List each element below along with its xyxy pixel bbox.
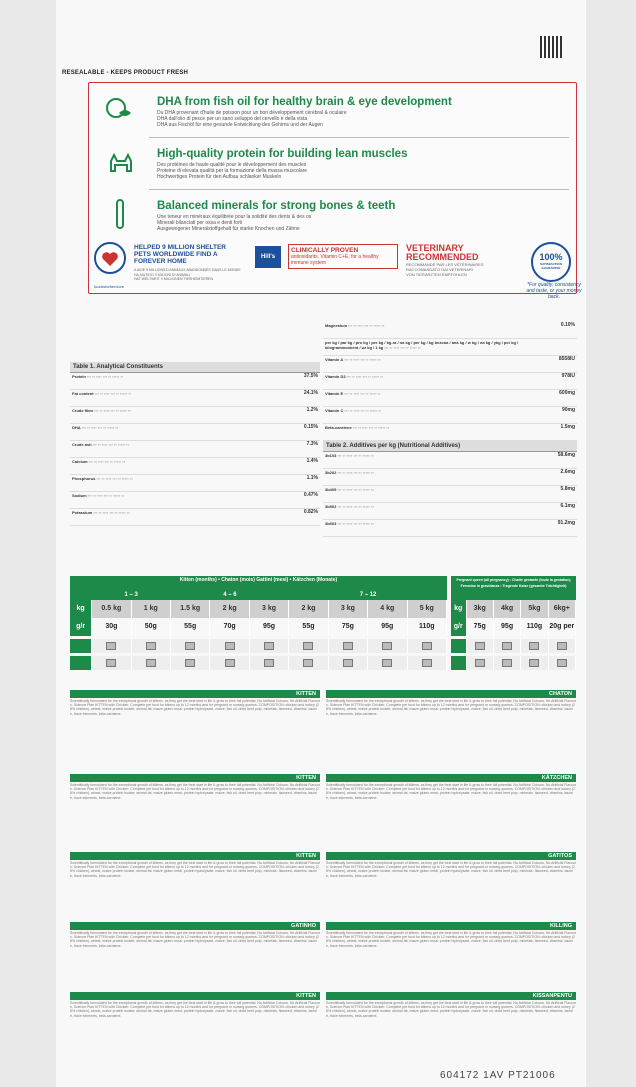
feeding-cell: 3 kg — [329, 600, 368, 618]
row-filler: ▪▪▪ ▪▪ ▪▪▪▪ ▪▪▪ ▪▪ ▪▪▪▪▪ ▪▪ — [336, 470, 374, 475]
row-label-cell: g/r — [451, 618, 467, 636]
age-range: 1 – 3 — [124, 592, 138, 598]
hills-logo: Hill's — [255, 246, 281, 268]
food-shelter-love: food•shelter•love — [94, 284, 124, 289]
language-text: Scientifically formulated for the exceptional growth of kittens, as they get the best start in life & grow to their full potential. No Artificial Colours, No Artificial Flavours. Science Plan KITTEN with Chicken. Complete pet food for kittens up to 12 months and for pregnant or nursing queens. COMPOSITION: chicken and turkey (28% chicken), wheat, maize protein isolate, animal fat, maize gluten meal, protein hydrolysate, maize, fish oil, dried beet pulp, minerals, flaxseed, vitamins, taurine, trace elements, beta-carotene. — [70, 861, 320, 878]
meal-cell — [549, 639, 576, 653]
row-name — [325, 323, 549, 337]
benefit-title: Balanced minerals for strong bones & teeth — [157, 200, 396, 212]
row-filler: ▪▪▪ ▪▪ ▪▪▪▪ ▪▪▪ ▪▪ ▪▪▪▪▪ ▪▪ — [336, 504, 374, 509]
benefit-title: DHA from fish oil for healthy brain & eye development — [157, 96, 452, 108]
table-row — [323, 469, 577, 486]
feeding-cell: 95g — [368, 618, 407, 636]
meal-cell — [368, 656, 407, 670]
product-bag-back — [56, 0, 586, 1087]
satisfaction-small: SATISFACTION GUARANTEE — [540, 262, 562, 270]
meal-box-icon — [343, 642, 353, 650]
row-label: Vitamin C — [325, 408, 344, 413]
meal-cell — [467, 639, 494, 653]
meal-cell — [92, 656, 131, 670]
meal-cell — [521, 656, 548, 670]
row-filler: ▪▪▪ ▪▪ ▪▪▪▪ ▪▪▪ ▪▪ ▪▪▪▪▪ ▪▪ — [351, 425, 390, 430]
row-name — [72, 425, 292, 439]
meal-box-icon — [146, 642, 156, 650]
row-name — [72, 493, 292, 507]
row-label: Magnesium — [325, 323, 348, 328]
language-text: Scientifically formulated for the exceptional growth of kittens, as they get the best start in life & grow to their full potential. No Artificial Colours, No Artificial Flavours. Science Plan KITTEN with Chicken. Complete pet food for kittens up to 12 months and for pregnant or nursing queens. COMPOSITION: chicken and turkey (28% chicken), wheat, maize protein isolate, animal fat, maize gluten meal, protein hydrolysate, maize, fish oil, dried beet pulp, minerals, flaxseed, vitamins, taurine, trace elements, beta-carotene. — [326, 699, 576, 716]
shelter-title: HELPED 9 MILLION SHELTER PETS WORLDWIDE FIND A FOREVER HOME — [134, 244, 226, 265]
meal-box-icon — [382, 642, 392, 650]
pregnant-feeding — [451, 576, 576, 690]
vet-line: RACCOMANDATO DAI VETERINARI — [406, 267, 473, 272]
row-name — [325, 487, 549, 501]
meal-cell — [132, 639, 171, 653]
language-bar: KITTEN — [70, 992, 320, 1000]
meal-box-icon — [343, 659, 353, 667]
benefit-line: DHA aus Fischöl für eine gesunde Entwicklung des Gehirns und der Augen — [157, 122, 323, 128]
row-label-cell: kg — [451, 600, 467, 618]
row-filler: ▪▪▪ ▪▪ ▪▪▪▪ ▪▪▪ ▪▪ ▪▪▪▪▪ ▪▪ — [336, 487, 374, 492]
row-label: Beta-carotene — [325, 425, 352, 430]
feeding-cell: 6kg+ — [549, 600, 576, 618]
row-label: Phosphorus — [72, 476, 96, 481]
meal-cell — [494, 639, 521, 653]
row-label: Potassium — [72, 510, 93, 515]
language-text: Scientifically formulated for the exceptional growth of kittens, as they get the best start in life & grow to their full potential. No Artificial Colours, No Artificial Flavours. Science Plan KITTEN with Chicken. Complete pet food for kittens up to 12 months and for pregnant or nursing queens. COMPOSITION: chicken and turkey (28% chicken), wheat, maize protein isolate, animal fat, maize gluten meal, protein hydrolysate, maize, fish oil, dried beet pulp, minerals, flaxseed, vitamins, taurine, trace elements, beta-carotene. — [70, 931, 320, 948]
meal-box-icon — [264, 659, 274, 667]
row-name — [325, 470, 549, 484]
meal-box-icon — [225, 659, 235, 667]
language-block — [326, 852, 576, 922]
row-value: 1.2% — [306, 407, 318, 413]
language-text: Scientifically formulated for the exceptional growth of kittens, as they get the best start in life & grow to their full potential. No Artificial Colours, No Artificial Flavours. Science Plan KITTEN with Chicken. Complete pet food for kittens up to 12 months and for pregnant or nursing queens. COMPOSITION: chicken and turkey (28% chicken), wheat, maize protein isolate, animal fat, maize gluten meal, protein hydrolysate, maize, fish oil, dried beet pulp, minerals, flaxseed, vitamins, taurine, trace elements, beta-carotene. — [70, 783, 320, 800]
clinically-title: CLINICALLY PROVEN — [291, 247, 359, 254]
analytical-title: Table 1. Analytical Constituents — [70, 362, 320, 373]
table-row — [70, 390, 320, 407]
row-value: 2.6mg — [560, 469, 575, 475]
meal-box-icon — [529, 659, 539, 667]
row-label: Vitamin E — [325, 391, 344, 396]
meal-box-icon — [502, 642, 512, 650]
language-block — [70, 922, 320, 992]
row-name — [72, 459, 292, 473]
language-text: Scientifically formulated for the exceptional growth of kittens, as they get the best start in life & grow to their full potential. No Artificial Colours, No Artificial Flavours. Science Plan KITTEN with Chicken. Complete pet food for kittens up to 12 months and for pregnant or nursing queens. COMPOSITION: chicken and turkey (28% chicken), wheat, maize protein isolate, animal fat, maize gluten meal, protein hydrolysate, maize, fish oil, dried beet pulp, minerals, flaxseed, vitamins, taurine, trace elements, beta-carotene. — [326, 861, 576, 878]
preg-meal-row — [451, 639, 576, 653]
language-block — [70, 852, 320, 922]
row-label: Calcium — [72, 459, 88, 464]
benefit-line: Des protéines de haute qualité pour le développement des muscles — [157, 162, 307, 168]
language-bar: GATITOS — [326, 852, 576, 860]
shelter-heart-icon — [94, 242, 126, 274]
meal-cell — [250, 639, 289, 653]
row-label: 3b603 — [325, 521, 337, 526]
meal-cell — [408, 656, 447, 670]
row-value — [549, 340, 575, 354]
language-bar: KISSANPENTU — [326, 992, 576, 1000]
feeding-cell: 5kg — [521, 600, 548, 618]
row-name — [325, 374, 549, 388]
meal-box-icon — [185, 659, 195, 667]
row-label: per kg / par kg / pro kg / per kg / kg-ra / na kg / per kg / kg bezona / ana kg / w kg / na kg / ykg / per kg / kilogrammonkent / uz kg / 1 kg — [325, 340, 519, 350]
bone-icon — [105, 199, 135, 229]
benefit-title: High-quality protein for building lean muscles — [157, 148, 408, 160]
meal-box-icon — [264, 642, 274, 650]
row-filler: ▪▪▪ ▪▪ ▪▪▪▪ ▪▪▪ ▪▪ ▪▪▪▪▪ ▪▪ — [92, 510, 130, 515]
meal-cell — [368, 639, 407, 653]
row-value: 1.5mg — [560, 424, 575, 430]
table-row — [323, 424, 577, 441]
feeding-cell: 20g per — [549, 618, 576, 636]
table-row — [70, 492, 320, 509]
feeding-cell: 95g — [250, 618, 289, 636]
row-name — [325, 408, 549, 422]
language-text: Scientifically formulated for the exceptional growth of kittens, as they get the best start in life & grow to their full potential. No Artificial Colours, No Artificial Flavours. Science Plan KITTEN with Chicken. Complete pet food for kittens up to 12 months and for pregnant or nursing queens. COMPOSITION: chicken and turkey (28% chicken), wheat, maize protein isolate, animal fat, maize gluten meal, protein hydrolysate, maize, fish oil, dried beet pulp, minerals, flaxseed, vitamins, taurine, trace elements, beta-carotene. — [70, 1001, 320, 1018]
row-label-cell: g/r — [70, 618, 92, 636]
table-row — [323, 503, 577, 520]
row-name — [325, 391, 549, 405]
benefit-line: Minerali bilanciati per ossa e denti forti — [157, 220, 243, 226]
vet-line: VON TIERÄRZTEN EMPFOHLEN — [406, 272, 467, 277]
row-name — [72, 442, 292, 456]
language-bar: KITTEN — [70, 690, 320, 698]
row-filler: ▪▪▪ ▪▪ ▪▪▪▪ ▪▪▪ ▪▪ ▪▪▪▪▪ ▪▪ — [85, 374, 124, 379]
row-label: Crude fibre — [72, 408, 94, 413]
meal-cell — [210, 639, 249, 653]
language-block — [326, 922, 576, 992]
benefit-line: Du DHA provenant d'huile de poisson pour un bon développement cérébral & oculaire — [157, 110, 347, 116]
kitten-meal-row — [70, 656, 447, 670]
row-label: 3b202 — [325, 470, 337, 475]
language-block — [70, 774, 320, 852]
meal-box-icon — [557, 659, 567, 667]
row-value: 7.3% — [306, 441, 318, 447]
row-filler: ▪▪▪ ▪▪ ▪▪▪▪ ▪▪▪ ▪▪ ▪▪▪▪▪ ▪▪ — [343, 391, 381, 396]
row-name — [72, 408, 292, 422]
row-label: DHA — [72, 425, 81, 430]
row-name — [325, 425, 549, 439]
kitten-icon — [105, 147, 135, 177]
kitten-gram-row — [70, 618, 447, 636]
meal-box-icon — [557, 642, 567, 650]
language-bar: KÄTZCHEN — [326, 774, 576, 782]
language-bar: CHATON — [326, 690, 576, 698]
meal-box-icon — [382, 659, 392, 667]
meal-cell — [549, 656, 576, 670]
row-label: Vitamin A — [325, 357, 344, 362]
feeding-cell: 75g — [467, 618, 494, 636]
meal-box-icon — [146, 659, 156, 667]
row-label: Vitamin D3 — [325, 374, 346, 379]
benefit-line: Proteine di elevata qualità per la formazione della massa muscolare — [157, 168, 308, 174]
feeding-cell: 4 kg — [368, 600, 407, 618]
language-bar: GATINHO — [70, 922, 320, 930]
age-range: 4 – 6 — [223, 592, 237, 598]
benefit-line: Hochwertiges Protein für den Aufbau schlanker Muskeln — [157, 174, 282, 180]
row-label: Fat content — [72, 391, 94, 396]
meal-cell — [521, 639, 548, 653]
row-value: 90mg — [561, 407, 575, 413]
row-filler: ▪▪▪ ▪▪ ▪▪▪▪ ▪▪▪ ▪▪ ▪▪▪▪▪ ▪▪ — [86, 493, 125, 498]
shelter-line: HA AIUTATO 9 MILIONI DI ANIMALI — [134, 272, 191, 277]
age-ranges — [70, 590, 447, 600]
meal-label-cell — [70, 639, 92, 653]
meal-cell — [289, 656, 328, 670]
row-label: 3b103 — [325, 453, 337, 458]
additives-title: Table 2. Additives per kg (Nutritional Additives) — [323, 441, 577, 452]
row-filler: ▪▪▪ ▪▪ ▪▪▪▪ ▪▪▪ ▪▪ ▪▪▪▪▪ ▪▪ — [343, 408, 381, 413]
resealable-note: RESEALABLE - KEEPS PRODUCT FRESH — [62, 70, 189, 76]
clinically-sub: antioxidants, Vitamin C+E, for a healthy immune system — [291, 254, 379, 266]
vet-line: RECOMMANDÉ PAR LES VÉTÉRINAIRES — [406, 262, 484, 267]
language-bar: KITTEN — [70, 774, 320, 782]
row-value: 1.4% — [306, 458, 318, 464]
feeding-cell: 5 kg — [408, 600, 447, 618]
meal-cell — [210, 656, 249, 670]
row-value: 58.6mg — [557, 452, 575, 458]
row-label-cell: kg — [70, 600, 92, 618]
meal-box-icon — [529, 642, 539, 650]
meal-box-icon — [303, 642, 313, 650]
table-row — [323, 407, 577, 424]
feeding-cell: 110g — [521, 618, 548, 636]
row-value: 5.8mg — [560, 486, 575, 492]
language-block — [326, 774, 576, 852]
pregnant-header: Pregnant queen (all pregnancy) • Chatte gestante (toute la gestation) Femmine in gravidanza • Tragende Katze (gesamte Trächtigkeit) — [451, 576, 576, 600]
row-filler: ▪▪▪ ▪▪ ▪▪▪▪ ▪▪▪ ▪▪ ▪▪▪▪▪ ▪▪ — [383, 345, 421, 350]
row-filler: ▪▪▪ ▪▪ ▪▪▪▪ ▪▪▪ ▪▪ ▪▪▪▪▪ ▪▪ — [336, 453, 374, 458]
shelter-lines — [134, 268, 244, 282]
meal-box-icon — [475, 642, 485, 650]
quality-note: *For quality, consistency and taste, or your money back. — [526, 282, 582, 300]
row-value: 0.82% — [303, 509, 318, 515]
feeding-cell: 30g — [92, 618, 131, 636]
meal-box-icon — [422, 642, 432, 650]
divider — [149, 137, 569, 138]
meal-box-icon — [502, 659, 512, 667]
feeding-cell: 4kg — [494, 600, 521, 618]
satisfaction-seal — [531, 242, 571, 282]
fish-brain-icon — [105, 95, 135, 125]
row-filler: ▪▪▪ ▪▪ ▪▪▪▪ ▪▪▪ ▪▪ ▪▪▪▪▪ ▪▪ — [95, 476, 133, 481]
row-value: 6.1mg — [560, 503, 575, 509]
row-value: 0.47% — [303, 492, 318, 498]
row-name — [72, 510, 292, 524]
batch-code: 604172 1AV PT21006 — [440, 1070, 556, 1081]
vet-recommended — [406, 244, 526, 277]
table-row — [70, 458, 320, 475]
row-value: 37.5% — [303, 373, 318, 379]
feeding-cell: 95g — [494, 618, 521, 636]
benefit-line: Une teneur en minéraux équilibrée pour la solidité des dents & des os — [157, 214, 312, 220]
feeding-cell: 3kg — [467, 600, 494, 618]
row-name — [72, 391, 292, 405]
table-row — [70, 509, 320, 526]
table-row — [323, 486, 577, 503]
row-value: 978IU — [561, 373, 575, 379]
row-label: 3b502 — [325, 504, 337, 509]
meal-cell — [92, 639, 131, 653]
meal-label-cell — [451, 656, 467, 670]
benefit-line: Ausgewogener Mineralstoffgehalt für starke Knochen und Zähne — [157, 226, 300, 232]
meal-box-icon — [185, 642, 195, 650]
feeding-cell: 55g — [289, 618, 328, 636]
meal-box-icon — [303, 659, 313, 667]
feeding-guide — [70, 576, 576, 690]
preg-meal-row — [451, 656, 576, 670]
row-filler: ▪▪▪ ▪▪ ▪▪▪▪ ▪▪▪ ▪▪ ▪▪▪▪▪ ▪▪ — [93, 391, 132, 396]
feeding-cell: 110g — [408, 618, 447, 636]
meal-box-icon — [475, 659, 485, 667]
row-filler: ▪▪▪ ▪▪ ▪▪▪▪ ▪▪▪ ▪▪ ▪▪▪▪▪ ▪▪ — [343, 357, 381, 362]
feeding-cell: 50g — [132, 618, 171, 636]
feeding-cell: 2 kg — [289, 600, 328, 618]
shelter-line: A AIDÉ 9 MILLIONS D'ANIMAUX ABANDONNÉS DANS LE MONDE — [134, 268, 241, 272]
row-label: Sodium — [72, 493, 87, 498]
vitamin-table — [323, 322, 577, 537]
divider — [149, 189, 569, 190]
row-name — [325, 340, 549, 354]
meal-cell — [329, 639, 368, 653]
meal-cell — [494, 656, 521, 670]
row-name — [72, 476, 292, 490]
meal-cell — [171, 639, 210, 653]
row-filler: ▪▪▪ ▪▪ ▪▪▪▪ ▪▪▪ ▪▪ ▪▪▪▪▪ ▪▪ — [93, 408, 131, 413]
table-row — [323, 390, 577, 407]
vet-title: VETERINARY RECOMMENDED — [406, 243, 479, 262]
language-text: Scientifically formulated for the exceptional growth of kittens, as they get the best start in life & grow to their full potential. No Artificial Colours, No Artificial Flavours. Science Plan KITTEN with Chicken. Complete pet food for kittens up to 12 months and for pregnant or nursing queens. COMPOSITION: chicken and turkey (28% chicken), wheat, maize protein isolate, animal fat, maize gluten meal, protein hydrolysate, maize, fish oil, dried beet pulp, minerals, flaxseed, vitamins, taurine, trace elements, beta-carotene. — [326, 783, 576, 800]
feeding-cell: 1.5 kg — [171, 600, 210, 618]
table-row — [323, 373, 577, 390]
row-filler: ▪▪▪ ▪▪ ▪▪▪▪ ▪▪▪ ▪▪ ▪▪▪▪▪ ▪▪ — [91, 442, 130, 447]
feeding-cell: 70g — [210, 618, 249, 636]
benefit-line: DHA dall'olio di pesce per un sano sviluppo del cervello e della vista — [157, 116, 308, 122]
feeding-cell: 2 kg — [210, 600, 249, 618]
trust-badges — [88, 240, 582, 300]
age-range: 7 – 12 — [359, 592, 377, 598]
row-label: Protein — [72, 374, 86, 379]
meal-box-icon — [106, 659, 116, 667]
row-value: 1.1% — [306, 475, 318, 481]
benefit-dha — [89, 89, 576, 137]
table-row — [70, 373, 320, 390]
table-row — [323, 520, 577, 537]
meal-cell — [408, 639, 447, 653]
meal-box-icon — [422, 659, 432, 667]
meal-cell — [329, 656, 368, 670]
meal-label-cell — [70, 656, 92, 670]
row-value: 8558IU — [558, 356, 575, 362]
row-name — [325, 521, 549, 535]
row-name — [325, 357, 549, 371]
row-filler: ▪▪▪ ▪▪ ▪▪▪▪ ▪▪▪ ▪▪ ▪▪▪▪▪ ▪▪ — [87, 459, 126, 464]
language-bar: KITTEN — [70, 852, 320, 860]
meal-cell — [289, 639, 328, 653]
meal-cell — [171, 656, 210, 670]
feeding-cell: 55g — [171, 618, 210, 636]
qr-code — [540, 36, 562, 58]
row-filler: ▪▪▪ ▪▪ ▪▪▪▪ ▪▪▪ ▪▪ ▪▪▪▪▪ ▪▪ — [347, 323, 385, 328]
row-filler: ▪▪▪ ▪▪ ▪▪▪▪ ▪▪▪ ▪▪ ▪▪▪▪▪ ▪▪ — [345, 374, 384, 379]
clinically-proven-badge — [288, 244, 398, 269]
language-text: Scientifically formulated for the exceptional growth of kittens, as they get the best start in life & grow to their full potential. No Artificial Colours, No Artificial Flavours. Science Plan KITTEN with Chicken. Complete pet food for kittens up to 12 months and for pregnant or nursing queens. COMPOSITION: chicken and turkey (28% chicken), wheat, maize protein isolate, animal fat, maize gluten meal, protein hydrolysate, maize, fish oil, dried beet pulp, minerals, flaxseed, vitamins, taurine, trace elements, beta-carotene. — [70, 699, 320, 716]
row-value: 24.1% — [303, 390, 318, 396]
language-block — [70, 992, 320, 1072]
feeding-cell: 1 kg — [132, 600, 171, 618]
kitten-header: Kitten (months) • Chaton (mois) Gattini (mesi) • Kätzchen (Monate) — [70, 576, 447, 590]
satisfaction-big: 100% — [539, 252, 563, 262]
feeding-cell: 0.5 kg — [92, 600, 131, 618]
table-row — [323, 322, 577, 339]
meal-cell — [250, 656, 289, 670]
language-block — [326, 690, 576, 774]
row-label: Crude ash — [72, 442, 92, 447]
row-value: 600mg — [559, 390, 575, 396]
row-value: 0.10% — [560, 322, 575, 328]
table-row — [70, 475, 320, 492]
meal-box-icon — [106, 642, 116, 650]
meal-label-cell — [451, 639, 467, 653]
meal-cell — [467, 656, 494, 670]
table-row — [323, 452, 577, 469]
benefit-minerals — [89, 193, 576, 241]
row-value: 0.15% — [303, 424, 318, 430]
table-row — [70, 424, 320, 441]
kitten-meal-row — [70, 639, 447, 653]
meal-box-icon — [225, 642, 235, 650]
row-value: 91.2mg — [557, 520, 575, 526]
meal-cell — [132, 656, 171, 670]
language-text: Scientifically formulated for the exceptional growth of kittens, as they get the best start in life & grow to their full potential. No Artificial Colours, No Artificial Flavours. Science Plan KITTEN with Chicken. Complete pet food for kittens up to 12 months and for pregnant or nursing queens. COMPOSITION: chicken and turkey (28% chicken), wheat, maize protein isolate, animal fat, maize gluten meal, protein hydrolysate, maize, fish oil, dried beet pulp, minerals, flaxseed, vitamins, taurine, trace elements, beta-carotene. — [326, 1001, 576, 1018]
row-name — [72, 374, 292, 388]
kitten-weight-row — [70, 600, 447, 618]
row-label: 3b405 — [325, 487, 337, 492]
row-filler: ▪▪▪ ▪▪ ▪▪▪▪ ▪▪▪ ▪▪ ▪▪▪▪▪ ▪▪ — [336, 521, 374, 526]
table-row — [70, 407, 320, 424]
feeding-cell: 3 kg — [250, 600, 289, 618]
preg-gram-row — [451, 618, 576, 636]
language-block — [326, 992, 576, 1072]
table-row — [323, 356, 577, 373]
analytical-table — [70, 362, 320, 526]
table-row — [323, 339, 577, 356]
feeding-cell: 75g — [329, 618, 368, 636]
table-row — [70, 441, 320, 458]
row-name — [325, 453, 549, 467]
kitten-feeding — [70, 576, 447, 690]
preg-weight-row — [451, 600, 576, 618]
language-block — [70, 690, 320, 774]
language-text: Scientifically formulated for the exceptional growth of kittens, as they get the best start in life & grow to their full potential. No Artificial Colours, No Artificial Flavours. Science Plan KITTEN with Chicken. Complete pet food for kittens up to 12 months and for pregnant or nursing queens. COMPOSITION: chicken and turkey (28% chicken), wheat, maize protein isolate, animal fat, maize gluten meal, protein hydrolysate, maize, fish oil, dried beet pulp, minerals, flaxseed, vitamins, taurine, trace elements, beta-carotene. — [326, 931, 576, 948]
benefit-protein — [89, 141, 576, 189]
row-name — [325, 504, 549, 518]
shelter-line: HAT WELTWEIT 9 MILLIONEN TIERHEIMTIEREN — [134, 277, 214, 281]
row-filler: ▪▪▪ ▪▪ ▪▪▪▪ ▪▪▪ ▪▪ ▪▪▪▪▪ ▪▪ — [80, 425, 119, 430]
language-bar: KILLING — [326, 922, 576, 930]
